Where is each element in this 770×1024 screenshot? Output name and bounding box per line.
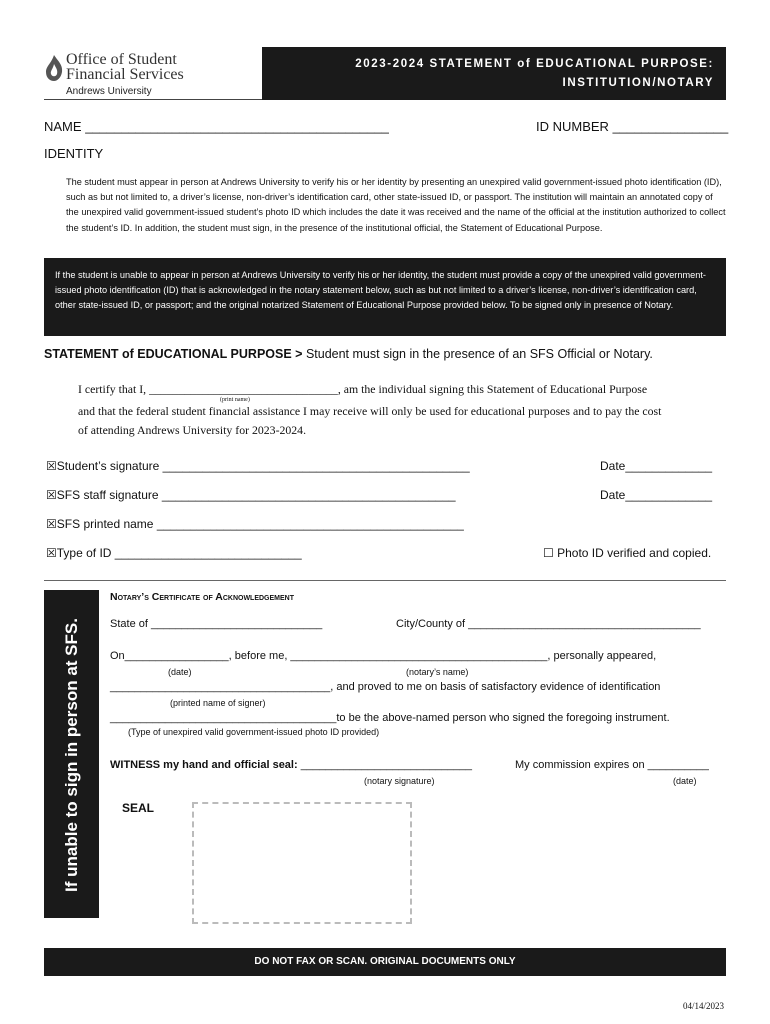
flame-logo-icon [44,54,64,82]
seal-area [192,802,412,924]
notary-certificate-heading: Notary’s Certificate of Acknowledgement [110,591,295,603]
student-signature-field[interactable] [46,459,470,473]
id-number-line[interactable]: ________________ [612,119,729,134]
id-number-label: ID NUMBER [536,119,609,134]
notary-signature-line[interactable]: ____________________________ [297,759,473,771]
state-field[interactable]: State of ____________________________ [110,618,323,630]
photo-id-verified-checkbox[interactable] [543,546,711,560]
name-line[interactable]: __________________________________________ [85,119,389,134]
remote-identity-notice [44,258,726,336]
staff-signature-field[interactable] [46,488,456,502]
name-field[interactable] [44,119,389,134]
id-type-caption: (Type of unexpired valid government-issued photo ID provided) [128,727,380,737]
staff-date-field[interactable]: Date_____________ [600,488,713,502]
statement-heading-rest: Student must sign in the presence of an SFS Official or Notary. [302,347,653,361]
footer-notice: DO NOT FAX OR SCAN. ORIGINAL DOCUMENTS ONLY [44,948,726,976]
certify-line-1[interactable]: I certify that I, ________________________________, am the individual signing this Statement of Educational Purpose [78,382,648,396]
date-caption: (date) [168,667,192,677]
id-type-line[interactable]: _____________________________________to be the above-named person who signed the foregoing instrument. [110,712,670,724]
type-of-id-field[interactable] [46,546,302,560]
remote-identity-text: If the student is unable to appear in person at Andrews University to verify his or her identity, the student must provide a copy of the unexpired valid government-issued photo identification (ID) that is acknowledged in the notary statement below, such as but not limited to a driver’s license, non-driver’s identification card, other state-issued ID, or passport; and the original notarized Statement of Educational Purpose provided below. To be signed only in presence of Notary. [55,270,706,311]
identity-heading: IDENTITY [44,146,104,161]
checkbox-icon: ☒ [46,488,57,502]
statement-heading [44,347,653,361]
logo-text [66,52,184,82]
title-line-1: 2023-2024 STATEMENT of EDUCATIONAL PURPOSE: [355,58,714,70]
checkbox-icon: ☒ [46,546,57,560]
identity-paragraph: The student must appear in person at Andrews University to verify his or her identity by presenting an unexpired valid government-issued photo identification (ID), such as but not limited to, a driver’s license, non-driver’s identification card, other state-issued ID, or passport. The institution will maintain an annotated copy of the unexpired valid government-issued student’s photo ID which includes the date it was received and the name of the official at the institution authorized to collect the student’s ID. In addition, the student must sign, in the presence of the institutional official, the Statement of Educational Purpose. [66,177,726,233]
id-number-field[interactable] [536,119,728,134]
title-banner [262,47,726,100]
logo-line-2: Financial Services [66,66,184,83]
commission-expires-field[interactable]: My commission expires on __________ [515,759,709,771]
student-signature-label[interactable]: Student’s signature ______________________________________________ [56,459,470,473]
photo-id-verified-label: Photo ID verified and copied. [557,546,712,560]
notary-signature-caption: (notary signature) [364,776,435,786]
city-county-field[interactable]: City/County of ______________________________________ [396,618,701,630]
vertical-banner-text: If unable to sign in person at SFS. [62,618,81,892]
witness-line[interactable] [110,759,472,771]
sfs-printed-name-label[interactable]: SFS printed name ______________________________________________ [56,517,464,531]
commission-date-caption: (date) [673,776,697,786]
section-divider [44,580,726,581]
appearance-line[interactable]: On_________________, before me, __________________________________________, personally appeared, [110,650,657,662]
revision-date: 04/14/2023 [682,1001,724,1011]
certify-line-3: of attending Andrews University for 2023-2024. [78,423,307,437]
empty-checkbox-icon[interactable]: ☐ [543,546,554,560]
type-of-id-label[interactable]: Type of ID ____________________________ [56,546,302,560]
institution-name: Andrews University [66,86,152,97]
logo-line-1: Office of Student [66,51,177,68]
seal-label: SEAL [122,801,155,815]
sfs-printed-name-field[interactable] [46,517,464,531]
print-name-caption: (print name) [220,397,250,403]
staff-signature-label[interactable]: SFS staff signature ____________________________________________ [56,488,456,502]
title-line-2: INSTITUTION/NOTARY [562,77,714,89]
signer-line[interactable]: ____________________________________, and proved to me on basis of satisfactory evidence of identification [110,681,661,693]
printed-signer-caption: (printed name of signer) [170,698,266,708]
statement-heading-bold: STATEMENT of EDUCATIONAL PURPOSE > [44,347,303,361]
name-label: NAME [44,119,82,134]
logo-divider [44,99,264,100]
student-date-field[interactable]: Date_____________ [600,459,713,473]
notary-name-caption: (notary’s name) [406,667,469,677]
checkbox-icon: ☒ [46,517,57,531]
certify-line-2: and that the federal student financial assistance I may receive will only be used for educational purposes and to pay the cost [78,404,662,418]
witness-label: WITNESS my hand and official seal: [110,759,298,771]
checkbox-icon: ☒ [46,459,57,473]
